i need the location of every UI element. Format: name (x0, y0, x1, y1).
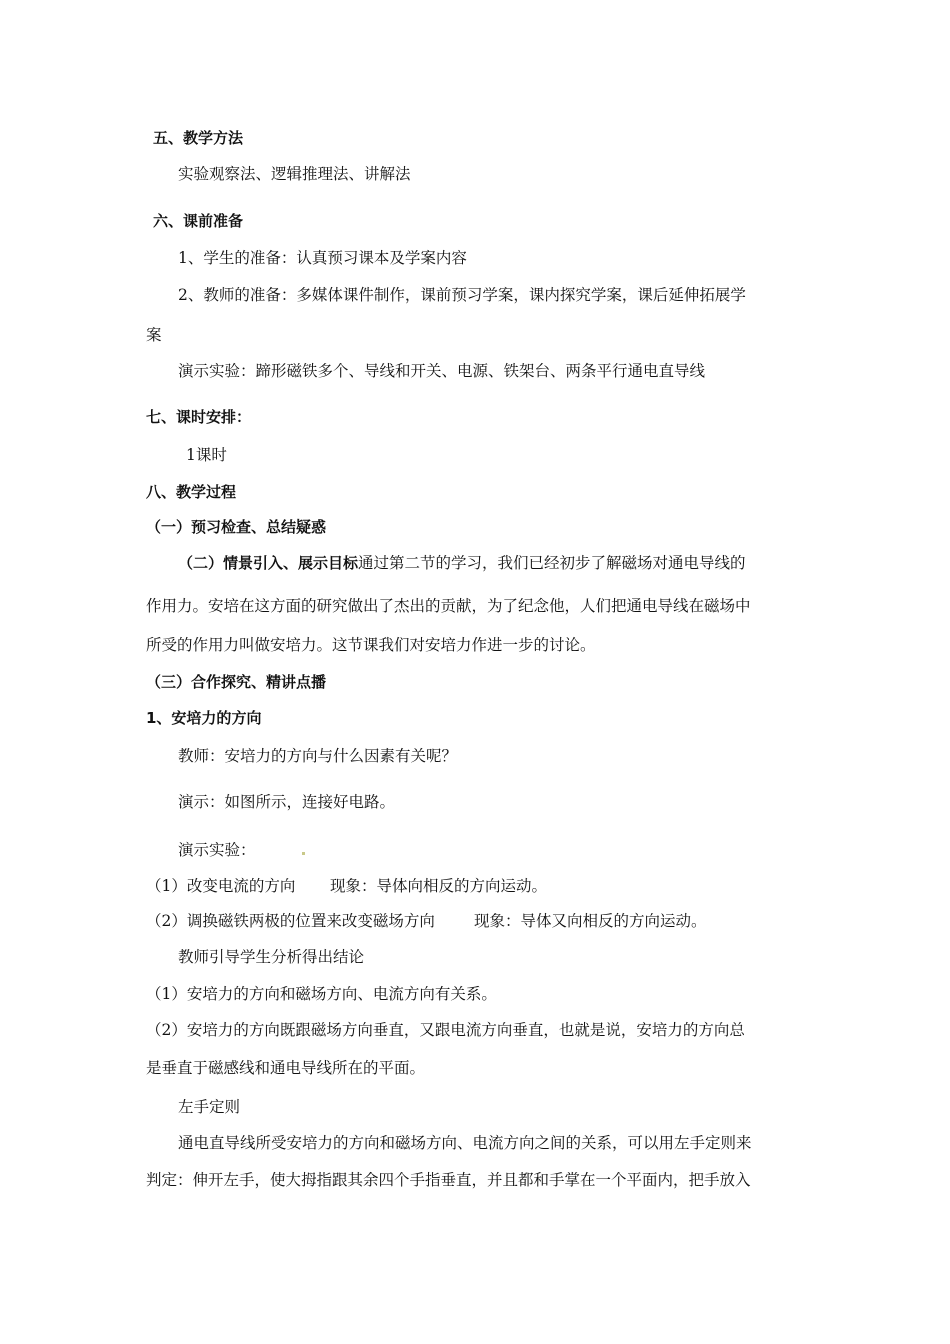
section-5-text: 实验观察法、逻辑推理法、讲解法 (178, 165, 411, 183)
speck-mark (302, 852, 305, 855)
section-6-demo-materials: 演示实验：蹄形磁铁多个、导线和开关、电源、铁架台、两条平行通电直导线 (178, 362, 706, 380)
rule-line-2: 判定：伸开左手，使大拇指跟其余四个手指垂直，并且都和手掌在一个平面内，把手放入 (146, 1171, 751, 1189)
part-1-heading: （一）预习检查、总结疑惑 (146, 518, 327, 536)
experiment-2-result: 现象：导体又向相反的方向运动。 (474, 912, 707, 930)
part-2-line-3: 所受的作用力叫做安培力。这节课我们对安培力作进一步的讨论。 (146, 636, 596, 654)
conclusion-2-line-1: （2）安培力的方向既跟磁场方向垂直，又跟电流方向垂直，也就是说，安培力的方向总 (146, 1021, 745, 1039)
demo-experiment: 演示实验： (178, 841, 256, 859)
section-6-item-1: 1、学生的准备：认真预习课本及学案内容 (178, 249, 467, 267)
subsection-1-heading: 1、安培力的方向 (146, 709, 262, 727)
part-2-line-1 (178, 552, 746, 574)
section-6-item-2-line-2: 案 (146, 326, 162, 344)
part-2-line-2: 作用力。安培在这方面的研究做出了杰出的贡献，为了纪念他，人们把通电导线在磁场中 (146, 597, 751, 615)
conclusion-1: （1）安培力的方向和磁场方向、电流方向有关系。 (146, 985, 497, 1003)
experiment-2-action: （2）调换磁铁两极的位置来改变磁场方向 (146, 912, 435, 930)
section-7-text: 1课时 (186, 446, 227, 464)
left-hand-rule-title: 左手定则 (178, 1098, 241, 1116)
section-8-heading: 八、教学过程 (146, 483, 237, 501)
experiment-1-action: （1）改变电流的方向 (146, 877, 296, 895)
section-6-item-2-line-1: 2、教师的准备：多媒体课件制作，课前预习学案，课内探究学案，课后延伸拓展学 (178, 286, 746, 304)
part-2-line-1-text: 通过第二节的学习，我们已经初步了解磁场对通电导线的 (358, 554, 746, 572)
part-2-heading: （二）情景引入、展示目标 (178, 554, 359, 572)
teacher-guide: 教师引导学生分析得出结论 (178, 948, 365, 966)
teacher-question: 教师：安培力的方向与什么因素有关呢？ (178, 747, 458, 765)
experiment-1-result: 现象：导体向相反的方向运动。 (330, 877, 548, 895)
demo-connect: 演示：如图所示，连接好电路。 (178, 793, 396, 811)
section-7-heading: 七、课时安排： (146, 408, 252, 426)
section-5-heading: 五、教学方法 (153, 129, 244, 147)
part-3-heading: （三）合作探究、精讲点播 (146, 673, 327, 691)
rule-line-1: 通电直导线所受安培力的方向和磁场方向、电流方向之间的关系，可以用左手定则来 (178, 1134, 752, 1152)
conclusion-2-line-2: 是垂直于磁感线和通电导线所在的平面。 (146, 1059, 426, 1077)
section-6-heading: 六、课前准备 (153, 212, 244, 230)
